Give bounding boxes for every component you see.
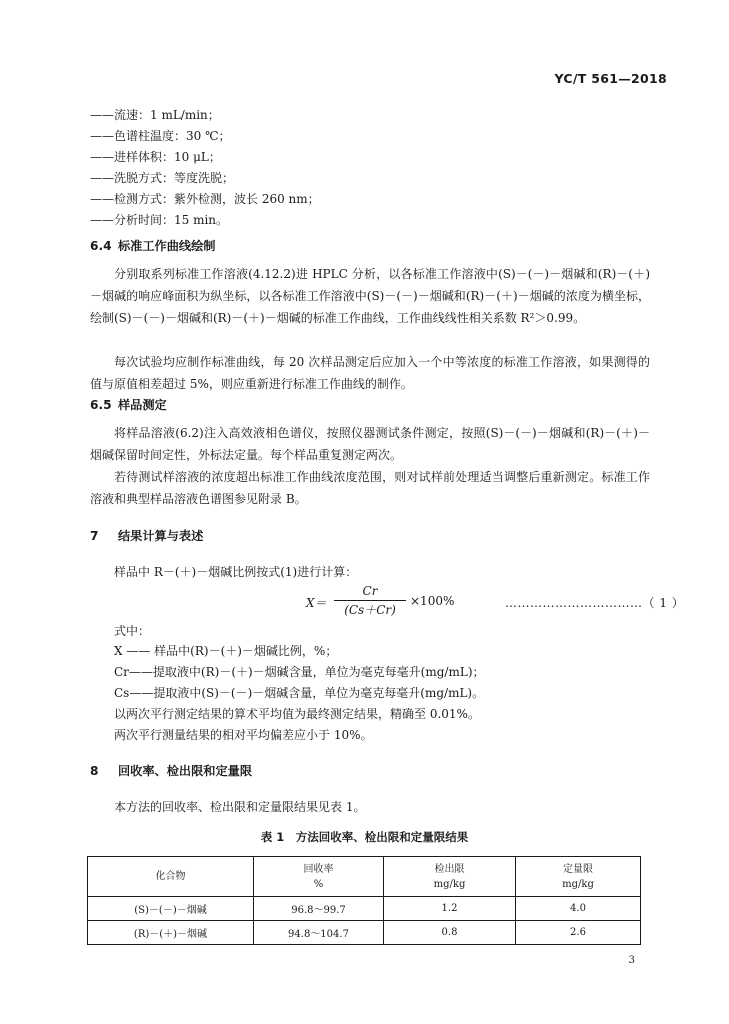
section-6-5-heading: [90, 396, 167, 413]
section-title: 样品测定: [118, 398, 167, 412]
param-analysis-time: ——分析时间：15 min。: [90, 213, 229, 227]
section-number: 6.4: [90, 239, 112, 253]
table-row: [88, 921, 641, 945]
param-flow-rate: ——流速：1 mL/min；: [90, 108, 220, 122]
section-6-5-paragraph-2: 若待测试样溶液的浓度超出标准工作曲线浓度范围，则对试样前处理适当调整后重新测定。标准工作溶液和典型样品溶液色谱图参见附录 B。: [90, 470, 650, 506]
formula-numerator: Cr: [362, 584, 378, 598]
cell-recovery: 94.8～104.7: [254, 921, 384, 945]
section-6-4-paragraph-2: 每次试验均应制作标准曲线，每 20 次样品测定后应加入一个中等浓度的标准工作溶液，如果测得的值与原值相差超过 5%，则应重新进行标准工作曲线的制作。: [90, 355, 650, 391]
section-number: 8: [90, 764, 99, 778]
formula-denominator: (Cs＋Cr): [344, 603, 396, 617]
formula-intro: 样品中 R－(＋)－烟碱比例按式(1)进行计算：: [114, 565, 358, 579]
formula-rhs: ×100%: [410, 594, 455, 608]
deviation-note: 两次平行测量结果的相对平均偏差应小于 10%。: [114, 728, 373, 742]
cell-compound: (R)－(＋)－烟碱: [88, 921, 254, 945]
section-number: 7: [90, 529, 99, 543]
header-quantitation-limit: [516, 857, 641, 897]
cell-recovery: 96.8～99.7: [254, 897, 384, 921]
header-label: 回收率: [303, 863, 334, 875]
section-6-4-heading: [90, 237, 216, 254]
definition-cs: Cs——提取液中(S)－(－)－烟碱含量，单位为毫克每毫升(mg/mL)。: [114, 686, 485, 700]
header-label: 化合物: [155, 871, 186, 882]
section-8-heading: [90, 762, 252, 779]
result-precision-note: 以两次平行测定结果的算术平均值为最终测定结果，精确至 0.01%。: [114, 707, 480, 721]
equation-number: ……………………………（ 1 ）: [505, 596, 685, 610]
section-6-5-paragraph-1: 将样品溶液(6.2)注入高效液相色谱仪，按照仪器测试条件测定，按照(S)－(－)－烟碱和(R)－(＋)－烟碱保留时间定性，外标法定量。每个样品重复测定两次。: [90, 426, 650, 462]
section-6-4-paragraph-1: 分别取系列标准工作溶液(4.12.2)进 HPLC 分析，以各标准工作溶液中(S)－(－)－烟碱和(R)－(＋)－烟碱的响应峰面积为纵坐标，以各标准工作溶液中(S)－(－)－烟碱和(R)－(＋)－烟碱的浓度为横坐标，绘制(S)－(－)－烟碱和(R)－(＋)－烟碱的标准工作曲线，工作曲线线性相关系数 R²＞0.99。: [90, 267, 650, 325]
header-unit: mg/kg: [562, 878, 594, 890]
param-elution-mode: ——洗脱方式：等度洗脱；: [90, 171, 235, 185]
header-detection-limit: [384, 857, 516, 897]
header-unit: mg/kg: [433, 878, 466, 890]
section-title: 回收率、检出限和定量限: [118, 764, 253, 778]
header-unit: %: [313, 878, 324, 890]
section-number: 6.5: [90, 398, 112, 412]
results-table: [87, 856, 641, 945]
page-number: 3: [628, 955, 635, 966]
header-recovery: [254, 857, 384, 897]
param-column-temperature: ——色谱柱温度：30 ℃；: [90, 129, 231, 143]
section-8-intro: 本方法的回收率、检出限和定量限结果见表 1。: [114, 800, 366, 814]
formula-lhs: X＝: [306, 596, 327, 610]
header-label: 检出限: [434, 863, 465, 875]
definition-x: X —— 样品中(R)－(＋)－烟碱比例，%；: [114, 644, 338, 658]
table-row: [88, 897, 641, 921]
section-title: 结果计算与表述: [118, 529, 204, 543]
cell-quantitation-limit: 4.0: [516, 897, 641, 921]
section-title: 标准工作曲线绘制: [118, 239, 216, 253]
section-7-heading: [90, 527, 203, 544]
instrument-parameter-list: [90, 105, 320, 231]
param-detection-mode: ——检测方式：紫外检测，波长 260 nm；: [90, 192, 320, 206]
cell-quantitation-limit: 2.6: [516, 921, 641, 945]
header-label: 定量限: [563, 863, 593, 875]
table-header-row: [88, 857, 641, 897]
where-label: 式中：: [114, 624, 151, 638]
param-injection-volume: ——进样体积：10 μL；: [90, 150, 221, 164]
cell-detection-limit: 0.8: [384, 921, 516, 945]
formula-fraction: [334, 583, 406, 619]
cell-compound: (S)－(－)－烟碱: [88, 897, 254, 921]
cell-detection-limit: 1.2: [384, 897, 516, 921]
header-compound: [88, 857, 254, 897]
definition-cr: Cr——提取液中(R)－(＋)－烟碱含量，单位为毫克每毫升(mg/mL)；: [114, 665, 485, 679]
standard-code: YC/T 561—2018: [554, 71, 667, 86]
table-1-caption: 表 1 方法回收率、检出限和定量限结果: [260, 830, 469, 844]
